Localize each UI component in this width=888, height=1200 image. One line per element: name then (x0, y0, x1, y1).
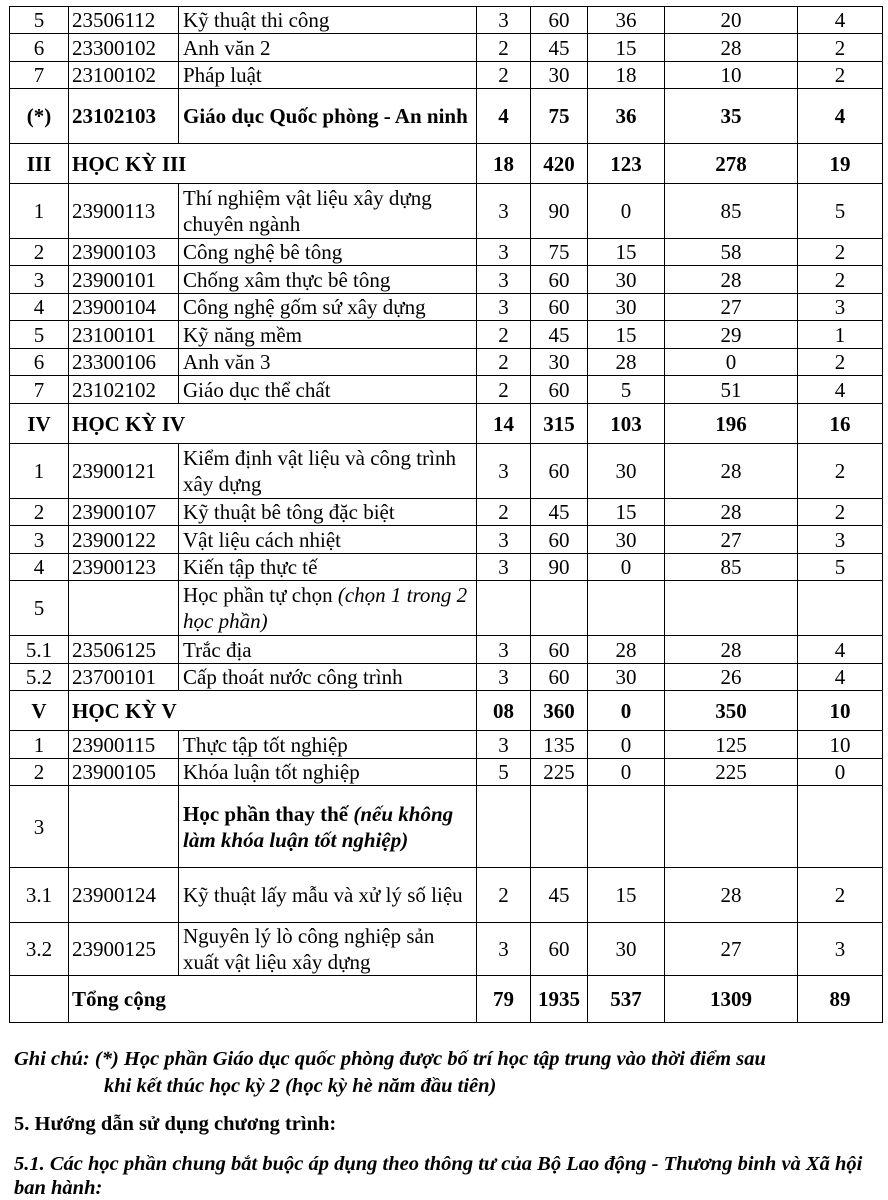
course-name: Chống xâm thực bê tông (183, 267, 391, 292)
cell-name (179, 266, 477, 294)
course-name: Kỹ thuật bê tông đặc biệt (183, 500, 395, 524)
cell-practice-hours: 29 (665, 321, 798, 349)
cell-theory-hours (588, 786, 665, 868)
cell-total-hours: 225 (531, 759, 588, 786)
cell-practice-hours: 26 (665, 664, 798, 691)
cell-exam-hours: 3 (798, 526, 883, 554)
table-row (10, 923, 883, 976)
cell-exam-hours (798, 786, 883, 868)
cell-code: 23900104 (69, 294, 179, 321)
table-row (10, 581, 883, 636)
course-name-note: (nếu không làm khóa luận tốt nghiệp) (183, 801, 454, 852)
cell-practice-hours: 0 (665, 349, 798, 376)
cell-name (179, 581, 477, 636)
cell-stt: 4 (10, 554, 69, 581)
cell-code (69, 786, 179, 868)
cell-total-hours: 45 (531, 499, 588, 526)
cell-stt: 3 (10, 526, 69, 554)
table-row (10, 499, 883, 526)
course-name-note: (chọn 1 trong 2 học phần) (183, 583, 468, 633)
cell-theory-hours: 30 (588, 526, 665, 554)
cell-credits: 18 (477, 144, 531, 184)
cell-name (179, 89, 477, 144)
cell-stt: 7 (10, 62, 69, 89)
course-name: Giáo dục Quốc phòng - An ninh (183, 104, 468, 128)
cell-code: 23900103 (69, 239, 179, 266)
cell-total-hours (531, 786, 588, 868)
cell-practice-hours: 35 (665, 89, 798, 144)
cell-theory-hours: 28 (588, 636, 665, 664)
cell-theory-hours: 30 (588, 664, 665, 691)
cell-credits: 2 (477, 321, 531, 349)
cell-theory-hours: 123 (588, 144, 665, 184)
cell-credits: 08 (477, 691, 531, 731)
cell-name (179, 444, 477, 499)
cell-credits: 3 (477, 184, 531, 239)
cell-exam-hours: 3 (798, 923, 883, 976)
cell-stt: 6 (10, 349, 69, 376)
table-row (10, 7, 883, 34)
cell-exam-hours: 2 (798, 62, 883, 89)
cell-name (179, 321, 477, 349)
cell-name (179, 554, 477, 581)
cell-practice-hours: 10 (665, 62, 798, 89)
table-row (10, 266, 883, 294)
cell-code: 23900122 (69, 526, 179, 554)
table-row (10, 349, 883, 376)
cell-stt: 5.2 (10, 664, 69, 691)
cell-theory-hours: 103 (588, 404, 665, 444)
cell-theory-hours (588, 581, 665, 636)
cell-total-hours: 90 (531, 554, 588, 581)
cell-total-hours: 60 (531, 294, 588, 321)
table-row (10, 184, 883, 239)
cell-practice-hours: 1309 (665, 976, 798, 1023)
cell-stt: 3 (10, 266, 69, 294)
cell-code: 23900121 (69, 444, 179, 499)
cell-code: 23506125 (69, 636, 179, 664)
cell-stt: 6 (10, 34, 69, 62)
cell-exam-hours: 2 (798, 34, 883, 62)
table-row (10, 868, 883, 923)
table-row (10, 34, 883, 62)
cell-total-hours: 90 (531, 184, 588, 239)
cell-credits: 3 (477, 266, 531, 294)
cell-credits: 3 (477, 294, 531, 321)
cell-credits: 5 (477, 759, 531, 786)
cell-stt: 1 (10, 444, 69, 499)
cell-stt: (*) (10, 89, 69, 144)
cell-practice-hours: 85 (665, 184, 798, 239)
cell-practice-hours: 20 (665, 7, 798, 34)
note-line-1: Ghi chú: (*) Học phần Giáo dục quốc phòng được bố trí học tập trung vào thời điểm sau (14, 1048, 766, 1070)
note-line-2: khi kết thúc học kỳ 2 (học kỳ hè năm đầu tiên) (104, 1075, 497, 1097)
cell-name (179, 923, 477, 976)
table-row (10, 759, 883, 786)
cell-exam-hours: 2 (798, 266, 883, 294)
cell-credits: 2 (477, 868, 531, 923)
course-name: Kỹ năng mềm (183, 322, 302, 347)
cell-exam-hours: 4 (798, 7, 883, 34)
cell-total-hours: 60 (531, 7, 588, 34)
cell-practice-hours: 27 (665, 294, 798, 321)
cell-theory-hours: 15 (588, 321, 665, 349)
section-row (10, 144, 883, 184)
section-row (10, 691, 883, 731)
cell-total-hours: 60 (531, 376, 588, 404)
cell-practice-hours: 28 (665, 636, 798, 664)
cell-stt: 1 (10, 731, 69, 759)
course-name: Kiến tập thực tế (183, 555, 318, 579)
table-row (10, 554, 883, 581)
cell-code: 23700101 (69, 664, 179, 691)
cell-name (179, 868, 477, 923)
note-text (14, 1046, 884, 1100)
section-5-heading: 5. Hướng dẫn sử dụng chương trình: (14, 1113, 337, 1135)
cell-credits: 14 (477, 404, 531, 444)
cell-code: 23900107 (69, 499, 179, 526)
cell-theory-hours: 15 (588, 34, 665, 62)
cell-stt: 4 (10, 294, 69, 321)
cell-stt: 3 (10, 786, 69, 868)
cell-total-hours: 420 (531, 144, 588, 184)
course-name: Cấp thoát nước công trình (183, 665, 403, 689)
course-name: Kiểm định vật liệu và công trình xây dựng (183, 446, 456, 496)
cell-exam-hours: 1 (798, 321, 883, 349)
cell-total-hours: 60 (531, 923, 588, 976)
cell-stt: 5 (10, 7, 69, 34)
table-row (10, 89, 883, 144)
cell-exam-hours: 2 (798, 349, 883, 376)
cell-exam-hours: 2 (798, 868, 883, 923)
cell-exam-hours: 4 (798, 636, 883, 664)
cell-total-hours: 135 (531, 731, 588, 759)
course-name: Học phần tự chọn (183, 583, 338, 607)
course-name: Anh văn 2 (183, 35, 271, 60)
cell-practice-hours: 28 (665, 266, 798, 294)
cell-exam-hours: 4 (798, 376, 883, 404)
cell-exam-hours: 2 (798, 444, 883, 499)
cell-practice-hours: 27 (665, 526, 798, 554)
cell-code: 23300106 (69, 349, 179, 376)
cell-practice-hours (665, 581, 798, 636)
cell-credits: 2 (477, 499, 531, 526)
cell-credits: 3 (477, 444, 531, 499)
cell-stt: 2 (10, 759, 69, 786)
cell-theory-hours: 30 (588, 294, 665, 321)
cell-total-hours: 60 (531, 266, 588, 294)
cell-code: 23900113 (69, 184, 179, 239)
cell-code: 23100101 (69, 321, 179, 349)
cell-total-hours: 45 (531, 321, 588, 349)
course-name: Giáo dục thể chất (183, 377, 331, 402)
cell-theory-hours: 30 (588, 444, 665, 499)
cell-name (179, 664, 477, 691)
cell-stt: 5.1 (10, 636, 69, 664)
cell-total-hours: 75 (531, 89, 588, 144)
cell-exam-hours: 3 (798, 294, 883, 321)
course-name: Khóa luận tốt nghiệp (183, 760, 360, 784)
cell-code: 23900124 (69, 868, 179, 923)
cell-total-hours: 45 (531, 868, 588, 923)
table-row (10, 526, 883, 554)
cell-total-hours (531, 581, 588, 636)
cell-practice-hours: 28 (665, 34, 798, 62)
cell-stt: 1 (10, 184, 69, 239)
cell-credits: 2 (477, 349, 531, 376)
cell-stt: V (10, 691, 69, 731)
cell-theory-hours: 15 (588, 239, 665, 266)
cell-name (179, 349, 477, 376)
cell-theory-hours: 36 (588, 89, 665, 144)
course-name: Nguyên lý lò công nghiệp sản xuất vật liệu xây dựng (183, 924, 435, 974)
cell-total-hours: 315 (531, 404, 588, 444)
cell-credits: 4 (477, 89, 531, 144)
cell-code: 23900101 (69, 266, 179, 294)
cell-theory-hours: 18 (588, 62, 665, 89)
cell-exam-hours: 10 (798, 691, 883, 731)
course-name: Vật liệu cách nhiệt (183, 527, 342, 552)
cell-theory-hours: 30 (588, 923, 665, 976)
cell-section-title: HỌC KỲ IV (69, 404, 477, 444)
cell-practice-hours: 85 (665, 554, 798, 581)
cell-theory-hours: 0 (588, 691, 665, 731)
cell-code: 23100102 (69, 62, 179, 89)
table-row (10, 321, 883, 349)
cell-theory-hours: 0 (588, 759, 665, 786)
cell-total-hours: 45 (531, 34, 588, 62)
cell-practice-hours: 125 (665, 731, 798, 759)
cell-practice-hours: 58 (665, 239, 798, 266)
course-name: Công nghệ bê tông (183, 240, 343, 264)
cell-stt: 5 (10, 581, 69, 636)
course-name: Kỹ thuật lấy mẫu và xử lý số liệu (183, 883, 463, 907)
cell-credits: 3 (477, 7, 531, 34)
cell-name (179, 786, 477, 868)
cell-practice-hours: 27 (665, 923, 798, 976)
cell-credits: 3 (477, 554, 531, 581)
cell-name (179, 499, 477, 526)
cell-name (179, 34, 477, 62)
course-name: Kỹ thuật thi công (183, 8, 330, 32)
section-5-1-heading: 5.1. Các học phần chung bắt buộc áp dụng theo thông tư của Bộ Lao động - Thương binh và Xã hội ban hành: (14, 1153, 863, 1199)
cell-code: 23300102 (69, 34, 179, 62)
table-row (10, 62, 883, 89)
cell-practice-hours: 225 (665, 759, 798, 786)
cell-credits (477, 581, 531, 636)
cell-theory-hours: 0 (588, 731, 665, 759)
cell-name (179, 7, 477, 34)
cell-credits: 3 (477, 239, 531, 266)
section-row (10, 404, 883, 444)
cell-total-hours: 60 (531, 664, 588, 691)
cell-practice-hours: 28 (665, 444, 798, 499)
table-row (10, 376, 883, 404)
cell-section-title: HỌC KỲ V (69, 691, 477, 731)
table-row (10, 786, 883, 868)
cell-theory-hours: 0 (588, 184, 665, 239)
course-name: Pháp luật (183, 63, 262, 87)
cell-name (179, 731, 477, 759)
table-row (10, 664, 883, 691)
cell-name (179, 376, 477, 404)
cell-total-hours: 360 (531, 691, 588, 731)
table-row (10, 731, 883, 759)
cell-exam-hours: 2 (798, 239, 883, 266)
cell-total-hours: 30 (531, 62, 588, 89)
cell-stt: IV (10, 404, 69, 444)
section-row (10, 976, 883, 1023)
cell-stt: 2 (10, 499, 69, 526)
cell-exam-hours (798, 581, 883, 636)
cell-code (69, 581, 179, 636)
cell-code: 23102102 (69, 376, 179, 404)
cell-practice-hours: 28 (665, 868, 798, 923)
cell-credits: 3 (477, 526, 531, 554)
cell-theory-hours: 30 (588, 266, 665, 294)
cell-total-hours: 60 (531, 526, 588, 554)
cell-code: 23900123 (69, 554, 179, 581)
cell-total-hours: 30 (531, 349, 588, 376)
cell-credits: 3 (477, 664, 531, 691)
cell-total-hours: 60 (531, 636, 588, 664)
cell-code: 23900105 (69, 759, 179, 786)
cell-practice-hours: 196 (665, 404, 798, 444)
cell-code: 23102103 (69, 89, 179, 144)
cell-exam-hours: 4 (798, 664, 883, 691)
curriculum-table (9, 6, 883, 1023)
cell-exam-hours: 5 (798, 554, 883, 581)
cell-name (179, 62, 477, 89)
cell-theory-hours: 537 (588, 976, 665, 1023)
course-name: Thực tập tốt nghiệp (183, 732, 348, 757)
cell-theory-hours: 28 (588, 349, 665, 376)
cell-section-title: Tổng cộng (69, 976, 477, 1023)
cell-total-hours: 75 (531, 239, 588, 266)
cell-credits: 3 (477, 636, 531, 664)
cell-practice-hours: 51 (665, 376, 798, 404)
cell-theory-hours: 0 (588, 554, 665, 581)
cell-exam-hours: 19 (798, 144, 883, 184)
cell-name (179, 239, 477, 266)
cell-practice-hours: 350 (665, 691, 798, 731)
cell-stt: 5 (10, 321, 69, 349)
cell-code: 23900115 (69, 731, 179, 759)
cell-credits: 79 (477, 976, 531, 1023)
cell-total-hours: 1935 (531, 976, 588, 1023)
cell-credits: 2 (477, 62, 531, 89)
cell-exam-hours: 5 (798, 184, 883, 239)
course-name: Công nghệ gốm sứ xây dựng (183, 295, 426, 319)
cell-exam-hours: 2 (798, 499, 883, 526)
cell-credits: 3 (477, 731, 531, 759)
cell-stt: III (10, 144, 69, 184)
cell-name (179, 184, 477, 239)
cell-stt: 3.1 (10, 868, 69, 923)
course-name: Trắc địa (183, 637, 252, 662)
cell-name (179, 294, 477, 321)
cell-name (179, 526, 477, 554)
cell-credits (477, 786, 531, 868)
cell-total-hours: 60 (531, 444, 588, 499)
cell-credits: 2 (477, 34, 531, 62)
cell-credits: 2 (477, 376, 531, 404)
course-name: Học phần thay thế (183, 801, 354, 826)
cell-theory-hours: 36 (588, 7, 665, 34)
cell-exam-hours: 0 (798, 759, 883, 786)
cell-stt: 3.2 (10, 923, 69, 976)
cell-practice-hours: 278 (665, 144, 798, 184)
cell-theory-hours: 15 (588, 868, 665, 923)
table-row (10, 636, 883, 664)
cell-exam-hours: 89 (798, 976, 883, 1023)
cell-theory-hours: 15 (588, 499, 665, 526)
cell-code: 23506112 (69, 7, 179, 34)
course-name: Anh văn 3 (183, 350, 271, 374)
cell-exam-hours: 10 (798, 731, 883, 759)
cell-practice-hours (665, 786, 798, 868)
cell-theory-hours: 5 (588, 376, 665, 404)
cell-stt: 7 (10, 376, 69, 404)
table-row (10, 444, 883, 499)
cell-stt: 2 (10, 239, 69, 266)
cell-name (179, 759, 477, 786)
course-name: Thí nghiệm vật liệu xây dựng chuyên ngành (183, 186, 432, 236)
table-row (10, 239, 883, 266)
cell-name (179, 636, 477, 664)
cell-stt (10, 976, 69, 1023)
cell-exam-hours: 4 (798, 89, 883, 144)
cell-section-title: HỌC KỲ III (69, 144, 477, 184)
cell-exam-hours: 16 (798, 404, 883, 444)
table-row (10, 294, 883, 321)
cell-code: 23900125 (69, 923, 179, 976)
cell-practice-hours: 28 (665, 499, 798, 526)
cell-credits: 3 (477, 923, 531, 976)
